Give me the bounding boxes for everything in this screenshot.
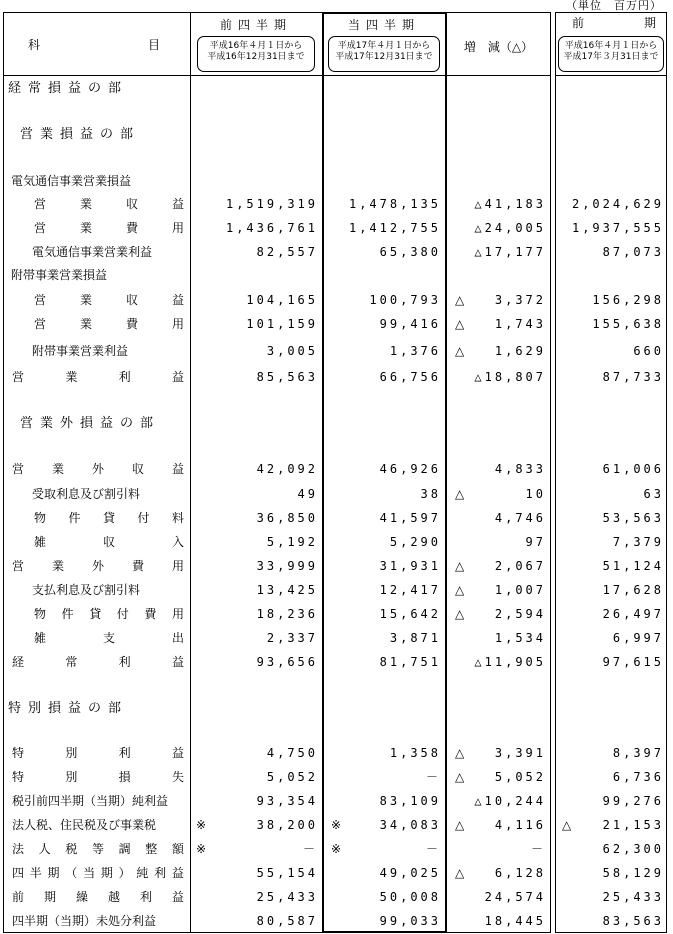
change-minus-mark: △: [455, 344, 465, 358]
change-value: 4,746: [494, 511, 546, 525]
cur-quarter-value: 12,417: [379, 583, 441, 597]
label-char: 雑: [34, 535, 47, 549]
period-line: 平成17年12月31日まで: [335, 52, 433, 62]
row-label: 税引前四半期（当期）純利益: [12, 794, 169, 808]
change-value: 97: [525, 535, 546, 549]
label-char: 利: [118, 746, 131, 760]
label-char: 半: [29, 866, 42, 880]
label-char: 業: [79, 197, 92, 211]
prev-year-value: 63: [643, 487, 664, 501]
change-value: 4,833: [494, 462, 546, 476]
change-value: 10: [525, 487, 546, 501]
change-value: 1,629: [494, 344, 546, 358]
row-label: [12, 746, 184, 760]
cur-quarter-value: 34,083: [379, 818, 441, 832]
prev-quarter-value: 85,563: [256, 370, 318, 384]
row-label: [34, 607, 184, 621]
header-prev-year-left: 前: [572, 16, 585, 30]
label-char: 営: [34, 293, 47, 307]
row-label: 支払利息及び割引料: [32, 583, 141, 597]
label-char: 損: [118, 770, 131, 784]
change-minus-mark: △: [455, 818, 465, 832]
prev-year-value: 8,397: [612, 746, 664, 760]
prev-year-value: 97,615: [602, 655, 664, 669]
cur-quarter-value: 83,109: [379, 794, 441, 808]
rule: [322, 12, 447, 14]
cur-quarter-value: 31,931: [379, 559, 441, 573]
label-char: 等: [91, 842, 104, 856]
label-char: 用: [171, 317, 184, 331]
label-char: 支: [102, 631, 115, 645]
row-label: [34, 197, 184, 211]
label-char: 利: [139, 890, 152, 904]
row-label: [34, 631, 184, 645]
label-char: 物: [34, 607, 47, 621]
cur-quarter-value: 1,358: [389, 746, 441, 760]
label-char: 法: [12, 842, 25, 856]
prev-quarter-value: 49: [297, 487, 318, 501]
label-char: 当: [83, 866, 96, 880]
prev-year-value: 660: [633, 344, 664, 358]
label-char: 物: [34, 511, 47, 525]
prev-quarter-value: 33,999: [256, 559, 318, 573]
cur-quarter-note-mark: ※: [331, 818, 342, 832]
label-char: 入: [171, 535, 184, 549]
prev-quarter-value: 18,236: [256, 607, 318, 621]
label-char: ）: [118, 866, 131, 880]
header-cur-quarter-title: 当四半期: [347, 18, 420, 32]
change-value: 1,743: [494, 317, 546, 331]
label-char: 期: [47, 866, 60, 880]
change-value: △18,807: [474, 370, 546, 384]
row-label: [12, 462, 184, 476]
prev-year-value: 26,497: [602, 607, 664, 621]
row-label: [34, 221, 184, 235]
rule: [3, 12, 4, 933]
prev-year-value: 17,628: [602, 583, 664, 597]
cur-quarter-value: －: [425, 842, 441, 856]
cur-quarter-value: 15,642: [379, 607, 441, 621]
label-char: 経: [12, 655, 25, 669]
label-char: 付: [116, 607, 129, 621]
prev-year-value: 2,024,629: [571, 197, 664, 211]
label-char: 税: [65, 842, 78, 856]
change-value: △41,183: [474, 197, 546, 211]
rule: [322, 931, 447, 933]
label-char: 利: [118, 370, 131, 384]
label-char: 営: [34, 317, 47, 331]
change-value: △10,244: [474, 794, 546, 808]
label-char: 調: [118, 842, 131, 856]
rule: [3, 932, 551, 933]
cur-quarter-value: 100,793: [369, 293, 441, 307]
rule: [3, 12, 551, 13]
label-char: 収: [125, 293, 138, 307]
label-char: 用: [171, 607, 184, 621]
change-value: 6,128: [494, 866, 546, 880]
row-label: 営業損益の部: [20, 127, 141, 142]
rule: [322, 12, 324, 933]
label-char: 益: [171, 197, 184, 211]
label-char: 収: [125, 197, 138, 211]
prev-quarter-value: 93,656: [256, 655, 318, 669]
row-label: 附帯事業営業損益: [11, 268, 108, 282]
cur-quarter-value: 49,025: [379, 866, 441, 880]
label-char: 失: [171, 770, 184, 784]
label-char: 営: [34, 221, 47, 235]
prev-year-value: 21,153: [602, 818, 664, 832]
label-char: 額: [171, 842, 184, 856]
header-change: [447, 38, 550, 55]
label-char: 収: [102, 535, 115, 549]
rule: [555, 12, 667, 13]
row-label: 附帯事業営業利益: [32, 344, 129, 358]
prev-quarter-value: 93,354: [256, 794, 318, 808]
prev-quarter-value: 13,425: [256, 583, 318, 597]
prev-year-minus-mark: △: [562, 818, 572, 832]
row-label: [12, 559, 184, 573]
cur-quarter-value: 41,597: [379, 511, 441, 525]
change-value: 1,534: [494, 631, 546, 645]
label-char: 四: [12, 866, 25, 880]
prev-year-value: 62,300: [602, 842, 664, 856]
row-label: 電気通信事業営業利益: [32, 245, 153, 259]
row-label: [12, 655, 184, 669]
change-value: △17,177: [474, 245, 546, 259]
label-char: 雑: [34, 631, 47, 645]
change-minus-mark: △: [455, 559, 465, 573]
prev-year-value: 25,433: [602, 890, 664, 904]
cur-quarter-value: 99,416: [379, 317, 441, 331]
header-prev-quarter-period: [197, 36, 315, 72]
header-prev-year-right: 期: [644, 16, 657, 30]
change-value: △24,005: [474, 221, 546, 235]
change-minus-mark: △: [455, 746, 465, 760]
label-char: 益: [171, 746, 184, 760]
header-cur-quarter-period: [328, 36, 440, 72]
cur-quarter-note-mark: ※: [331, 842, 342, 856]
label-char: 業: [79, 221, 92, 235]
rule: [3, 75, 551, 76]
prev-quarter-value: 2,337: [266, 631, 318, 645]
label-char: 貸: [89, 607, 102, 621]
label-char: 費: [131, 559, 144, 573]
label-char: 費: [144, 607, 157, 621]
label-char: 料: [171, 511, 184, 525]
rule: [555, 75, 667, 76]
row-label: 特別損益の部: [8, 701, 129, 716]
label-char: 益: [171, 370, 184, 384]
header-kamoku-left: 科: [28, 38, 41, 52]
label-char: 出: [171, 631, 184, 645]
rule: [190, 12, 191, 933]
label-char: 業: [65, 370, 78, 384]
prev-quarter-value: 101,159: [246, 317, 318, 331]
change-minus-mark: △: [455, 487, 465, 501]
label-char: 業: [79, 317, 92, 331]
cur-quarter-value: 50,008: [379, 890, 441, 904]
label-char: 営: [34, 197, 47, 211]
prev-quarter-value: 80,587: [256, 914, 318, 928]
change-minus-mark: △: [455, 317, 465, 331]
label-char: 外: [91, 462, 104, 476]
row-label: [12, 866, 184, 880]
label-char: 益: [171, 890, 184, 904]
header-change-title: 増 減（△）: [463, 40, 534, 54]
cur-quarter-value: 38: [420, 487, 441, 501]
cur-quarter-value: 3,871: [389, 631, 441, 645]
prev-year-value: 6,997: [612, 631, 664, 645]
label-char: 業: [79, 293, 92, 307]
prev-quarter-value: 1,436,761: [225, 221, 318, 235]
rule: [445, 12, 447, 933]
cur-quarter-value: 99,033: [379, 914, 441, 928]
row-label: 営業外損益の部: [20, 416, 161, 431]
change-value: 2,067: [494, 559, 546, 573]
label-char: 件: [68, 511, 81, 525]
label-char: 用: [171, 221, 184, 235]
row-label: 四半期（当期）未処分利益: [12, 914, 157, 928]
label-char: 益: [171, 866, 184, 880]
row-label: [34, 511, 184, 525]
header-prev-year-period: [558, 36, 664, 72]
label-char: 益: [171, 293, 184, 307]
rule: [555, 12, 556, 933]
label-char: 件: [61, 607, 74, 621]
prev-year-value: 53,563: [602, 511, 664, 525]
header-kamoku-right: 目: [148, 38, 161, 52]
label-char: 前: [12, 890, 25, 904]
change-minus-mark: △: [455, 866, 465, 880]
label-char: 利: [118, 655, 131, 669]
change-value: 18,445: [484, 914, 546, 928]
rule: [555, 932, 667, 933]
label-char: 費: [125, 221, 138, 235]
prev-quarter-value: 5,052: [266, 770, 318, 784]
label-char: 繰: [75, 890, 88, 904]
prev-quarter-note-mark: ※: [196, 818, 207, 832]
prev-year-value: 83,563: [602, 914, 664, 928]
label-char: 益: [171, 655, 184, 669]
label-char: 営: [12, 462, 25, 476]
change-minus-mark: △: [455, 583, 465, 597]
label-char: 人: [38, 842, 51, 856]
prev-quarter-value: 42,092: [256, 462, 318, 476]
prev-year-value: 99,276: [602, 794, 664, 808]
row-label: 電気通信事業営業損益: [11, 174, 132, 188]
label-char: 益: [171, 462, 184, 476]
period-line: 平成16年４月１日から: [209, 41, 303, 51]
label-char: 別: [65, 746, 78, 760]
prev-year-value: 156,298: [592, 293, 664, 307]
header-cur-quarter: [323, 16, 445, 33]
label-char: 期: [100, 866, 113, 880]
unit-label: （単位 百万円）: [566, 0, 662, 12]
label-char: 別: [65, 770, 78, 784]
row-label: 経常損益の部: [8, 81, 129, 96]
cur-quarter-value: 81,751: [379, 655, 441, 669]
prev-year-value: 6,736: [612, 770, 664, 784]
prev-quarter-value: 5,192: [266, 535, 318, 549]
header-prev-quarter-title: 前四半期: [219, 18, 292, 32]
label-char: 特: [12, 770, 25, 784]
header-prev-quarter: [190, 16, 322, 33]
rule: [666, 12, 667, 933]
prev-year-value: 87,733: [602, 370, 664, 384]
label-char: 常: [65, 655, 78, 669]
row-label: [12, 370, 184, 384]
label-char: （: [65, 866, 78, 880]
row-label: [12, 770, 184, 784]
cur-quarter-value: 1,478,135: [348, 197, 441, 211]
prev-year-value: 61,006: [602, 462, 664, 476]
prev-quarter-value: 82,557: [256, 245, 318, 259]
cur-quarter-value: 1,376: [389, 344, 441, 358]
row-label: 受取利息及び割引料: [32, 487, 141, 501]
change-value: 24,574: [484, 890, 546, 904]
cur-quarter-value: －: [425, 770, 441, 784]
prev-quarter-value: 36,850: [256, 511, 318, 525]
row-label: [12, 842, 184, 856]
change-value: －: [530, 842, 546, 856]
label-char: 業: [51, 559, 64, 573]
prev-year-value: 1,937,555: [571, 221, 664, 235]
prev-year-value: 7,379: [612, 535, 664, 549]
label-char: 越: [107, 890, 120, 904]
cur-quarter-value: 1,412,755: [348, 221, 441, 235]
cur-quarter-value: 65,380: [379, 245, 441, 259]
label-char: 営: [12, 370, 25, 384]
prev-year-value: 58,129: [602, 866, 664, 880]
change-value: 1,007: [494, 583, 546, 597]
label-char: 純: [136, 866, 149, 880]
row-label: [34, 535, 184, 549]
label-char: 期: [43, 890, 56, 904]
change-value: 3,372: [494, 293, 546, 307]
label-char: 業: [51, 462, 64, 476]
cur-quarter-value: 46,926: [379, 462, 441, 476]
change-value: 4,116: [494, 818, 546, 832]
label-char: 収: [131, 462, 144, 476]
cur-quarter-value: 66,756: [379, 370, 441, 384]
period-line: 平成16年12月31日まで: [207, 52, 305, 62]
change-value: 3,391: [494, 746, 546, 760]
prev-quarter-value: 55,154: [256, 866, 318, 880]
label-char: 貸: [102, 511, 115, 525]
label-char: 用: [171, 559, 184, 573]
prev-quarter-value: 3,005: [266, 344, 318, 358]
prev-quarter-value: 4,750: [266, 746, 318, 760]
rule: [550, 12, 551, 933]
change-minus-mark: △: [455, 293, 465, 307]
change-value: 2,594: [494, 607, 546, 621]
cur-quarter-value: 5,290: [389, 535, 441, 549]
row-label: [12, 890, 184, 904]
row-label: [34, 293, 184, 307]
label-char: 営: [12, 559, 25, 573]
prev-quarter-value: 1,519,319: [225, 197, 318, 211]
period-line: 平成16年４月１日から: [564, 41, 658, 51]
row-label: 法人税、住民税及び事業税: [12, 818, 157, 832]
prev-quarter-note-mark: ※: [196, 842, 207, 856]
prev-year-value: 51,124: [602, 559, 664, 573]
period-line: 平成17年３月31日まで: [563, 52, 659, 62]
label-char: 付: [137, 511, 150, 525]
change-value: △11,905: [474, 655, 546, 669]
period-line: 平成17年４月１日から: [337, 41, 431, 51]
prev-year-value: 87,073: [602, 245, 664, 259]
change-minus-mark: △: [455, 607, 465, 621]
label-char: 特: [12, 746, 25, 760]
prev-quarter-value: －: [302, 842, 318, 856]
label-char: 外: [91, 559, 104, 573]
prev-quarter-value: 38,200: [256, 818, 318, 832]
label-char: 整: [145, 842, 158, 856]
prev-year-value: 155,638: [592, 317, 664, 331]
label-char: 利: [154, 866, 167, 880]
prev-quarter-value: 25,433: [256, 890, 318, 904]
label-char: 費: [125, 317, 138, 331]
change-minus-mark: △: [455, 770, 465, 784]
row-label: [34, 317, 184, 331]
change-value: 5,052: [494, 770, 546, 784]
prev-quarter-value: 104,165: [246, 293, 318, 307]
